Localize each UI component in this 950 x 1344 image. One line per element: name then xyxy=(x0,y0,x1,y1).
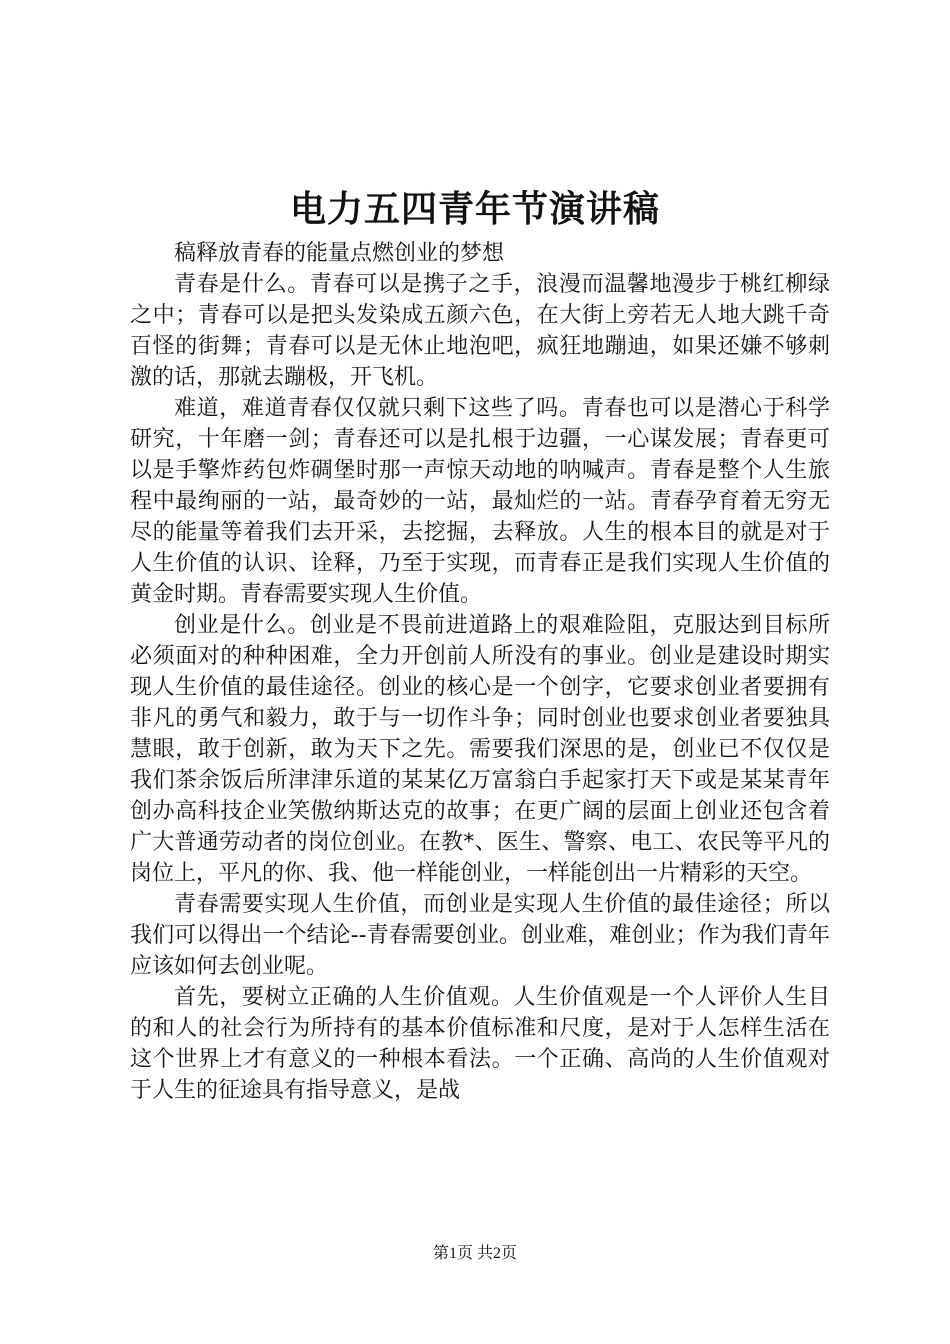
paragraph-subtitle: 稿释放青春的能量点燃创业的梦想 xyxy=(174,241,505,266)
document-title: 电力五四青年节演讲稿 xyxy=(289,189,660,230)
document-body xyxy=(130,238,830,1106)
paragraph: 首先，要树立正确的人生价值观。人生价值观是一个人评价人生目的和人的社会行为所持有的基本价值标准和尺度，是对于人怎样生活在这个世界上才有意义的一种根本看法。一个正确、高尚的人生价值观对于人生的征途具有指导意义，是战 xyxy=(130,985,830,1103)
paragraph: 青春是什么。青春可以是携子之手，浪漫而温馨地漫步于桃红柳绿之中；青春可以是把头发染成五颜六色，在大街上旁若无人地大跳千奇百怪的街舞；青春可以是无休止地泡吧，疯狂地蹦迪，如果还嫌不够刺激的话，那就去蹦极，开飞机。 xyxy=(130,272,830,390)
paragraph: 创业是什么。创业是不畏前进道路上的艰难险阻，克服达到目标所必须面对的种种困难，全力开创前人所没有的事业。创业是建设时期实现人生价值的最佳途径。创业的核心是一个创字，它要求创业者要拥有非凡的勇气和毅力，敢于与一切作斗争；同时创业也要求创业者要独具慧眼，敢于创新，敢为天下之先。需要我们深思的是，创业已不仅仅是我们茶余饭后所津津乐道的某某亿万富翁白手起家打天下或是某某青年创办高科技企业笑傲纳斯达克的故事；在更广阔的层面上创业还包含着广大普通劳动者的岗位创业。在教*、医生、警察、电工、农民等平凡的岗位上，平凡的你、我、他一样能创业，一样能创出一片精彩的天空。 xyxy=(130,613,830,886)
paragraph: 青春需要实现人生价值，而创业是实现人生价值的最佳途径；所以我们可以得出一个结论--青春需要创业。创业难，难创业；作为我们青年应该如何去创业呢。 xyxy=(130,892,830,979)
paragraph: 难道，难道青春仅仅就只剩下这些了吗。青春也可以是潜心于科学研究，十年磨一剑；青春还可以是扎根于边疆，一心谋发展；青春更可以是手擎炸药包炸碉堡时那一声惊天动地的呐喊声。青春是整个人生旅程中最绚丽的一站，最奇妙的一站，最灿烂的一站。青春孕育着无穷无尽的能量等着我们去开采，去挖掘，去释放。人生的根本目的就是对于人生价值的认识、诠释，乃至于实现，而青春正是我们实现人生价值的黄金时期。青春需要实现人生价值。 xyxy=(130,396,830,607)
page-footer: 第1页 共2页 xyxy=(432,1245,517,1262)
